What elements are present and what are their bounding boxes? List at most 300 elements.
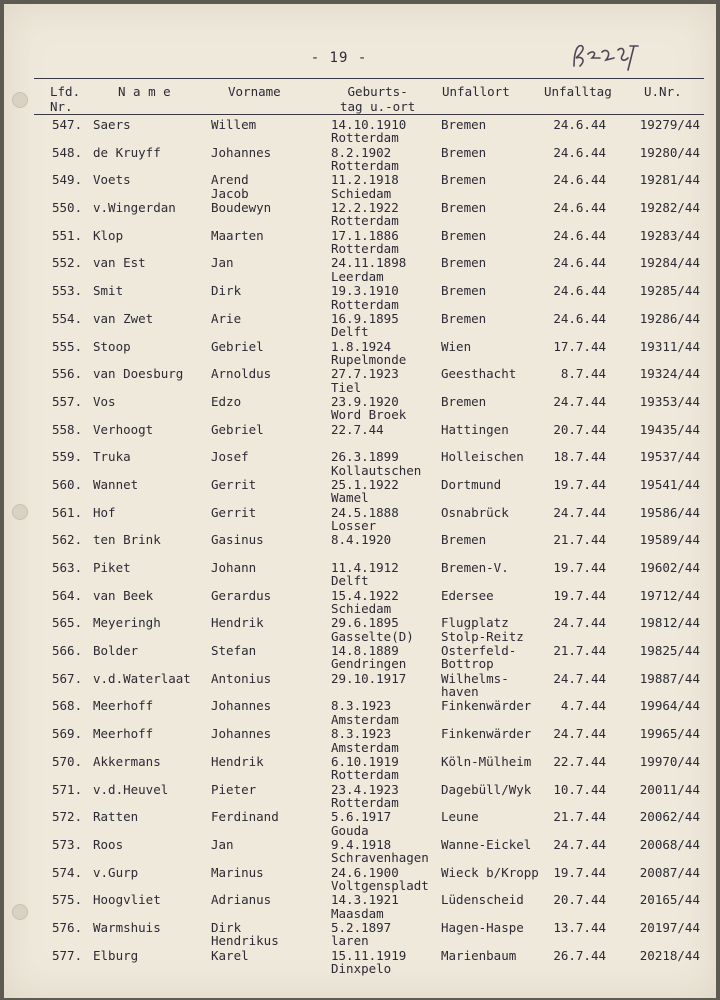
case-number <box>608 893 700 906</box>
surname-name: Hof <box>93 504 116 520</box>
surname-name: Meyeringh <box>93 615 161 631</box>
entry-number-nr: 574. <box>52 864 83 880</box>
entry-number-nr: 557. <box>52 393 83 409</box>
surname <box>93 533 211 546</box>
birth-date-place-gebtag: 8.2.1902 <box>331 144 392 160</box>
birth-date-place-gebort: Losser <box>331 518 377 534</box>
entry-number-nr: 572. <box>52 809 83 825</box>
accident-date-unfalltag: 24.7.44 <box>553 670 606 686</box>
birth-date-place <box>331 893 441 920</box>
case-number <box>608 838 700 851</box>
accident-date <box>540 893 606 906</box>
surname-name: Meerhoff <box>93 726 154 742</box>
first-name-vorname: Ferdinand <box>211 809 279 825</box>
table-row <box>4 144 716 172</box>
birth-date-place-gebort: Gasselte(D) <box>331 628 414 644</box>
case-number <box>608 949 700 962</box>
case-number-unr: 19279/44 <box>639 117 700 132</box>
birth-date-place <box>331 866 441 893</box>
accident-place-unfallort: Bremen <box>441 172 487 188</box>
surname-name: van Zwet <box>93 310 154 326</box>
accident-date-unfalltag: 8.7.44 <box>560 366 606 382</box>
accident-place-unfallort: Bremen <box>441 283 487 299</box>
accident-place-unfallort: Köln-Mülheim <box>441 753 532 769</box>
birth-date-place-gebtag: 6.10.1919 <box>331 753 399 769</box>
entry-number-nr: 566. <box>52 643 83 659</box>
surname <box>93 727 211 740</box>
birth-date-place <box>331 838 441 865</box>
accident-date <box>540 173 606 186</box>
surname <box>93 755 211 768</box>
case-number <box>608 589 700 602</box>
accident-place <box>441 201 553 214</box>
birth-date-place-gebort: Tiel <box>331 379 362 395</box>
birth-date-place-gebtag: 11.4.1912 <box>331 560 399 575</box>
surname-name: Warmshuis <box>93 919 161 935</box>
first-name-vorname: Boudewyn <box>211 200 272 216</box>
first-name <box>211 810 329 823</box>
case-number <box>608 173 700 186</box>
birth-date-place-gebtag: 26.3.1899 <box>331 449 399 465</box>
entry-number-nr: 554. <box>52 310 83 326</box>
entry-number <box>52 616 92 629</box>
table-row <box>4 254 716 282</box>
header-name: N a m e <box>118 84 171 99</box>
birth-date-place <box>331 478 441 505</box>
entry-number <box>52 478 92 491</box>
accident-place-unfallort: Marienbaum <box>441 947 517 963</box>
accident-date-unfalltag: 19.7.44 <box>553 560 606 575</box>
accident-place <box>441 755 553 768</box>
surname <box>93 810 211 823</box>
table-row <box>4 448 716 476</box>
birth-date-place <box>331 312 441 339</box>
first-name <box>211 146 329 159</box>
case-number-unr: 20197/44 <box>639 919 700 935</box>
first-name-vorname: Antonius <box>211 670 272 686</box>
entry-number <box>52 561 92 574</box>
case-number-unr: 19602/44 <box>639 560 700 575</box>
entry-number-nr: 564. <box>52 587 83 603</box>
birth-date-place-gebtag: 12.2.1922 <box>331 200 399 216</box>
accident-date-unfalltag: 24.6.44 <box>553 283 606 299</box>
birth-date-place <box>331 644 441 671</box>
accident-place-unfallort: Wien <box>441 338 472 354</box>
birth-date-place <box>331 810 441 837</box>
first-name-vorname: Stefan <box>211 643 257 659</box>
accident-date-unfalltag: 22.7.44 <box>553 753 606 769</box>
entry-number <box>52 533 92 546</box>
birth-date-place-gebort: Kollautschen <box>331 462 422 478</box>
surname-name: Hoogvliet <box>93 892 161 908</box>
accident-date <box>540 312 606 325</box>
birth-date-place-gebtag: 24.6.1900 <box>331 864 399 880</box>
birth-date-place-gebort: Schiedam <box>331 185 392 201</box>
birth-date-place <box>331 589 441 616</box>
surname <box>93 949 211 962</box>
first-name <box>211 284 329 297</box>
first-name <box>211 395 329 408</box>
accident-place <box>441 866 553 879</box>
accident-place-unfallort2: Bottrop <box>441 656 494 672</box>
birth-date-place-gebtag: 8.3.1923 <box>331 698 392 714</box>
accident-date-unfalltag: 13.7.44 <box>553 919 606 935</box>
accident-date <box>540 478 606 491</box>
table-row <box>4 504 716 532</box>
entry-number-nr: 552. <box>52 255 83 271</box>
accident-place-unfallort: Edersee <box>441 587 494 603</box>
case-number-unr: 20011/44 <box>639 781 700 797</box>
surname <box>93 367 211 380</box>
accident-place-unfallort: Bremen <box>441 227 487 243</box>
first-name <box>211 118 329 131</box>
entry-number-nr: 577. <box>52 947 83 963</box>
birth-date-place <box>331 506 441 533</box>
accident-date <box>540 810 606 823</box>
case-number <box>608 866 700 879</box>
accident-place-unfallort: Bremen <box>441 144 487 160</box>
header-unfalltag: Unfalltag <box>544 84 612 99</box>
first-name-vorname: Maarten <box>211 227 264 243</box>
entry-number-nr: 551. <box>52 227 83 243</box>
first-name <box>211 727 329 740</box>
case-number-unr: 19280/44 <box>639 144 700 160</box>
case-number <box>608 672 700 685</box>
accident-place-unfallort: Finkenwärder <box>441 698 532 714</box>
accident-place <box>441 727 553 740</box>
birth-date-place-gebtag: 14.3.1921 <box>331 892 399 908</box>
surname <box>93 256 211 269</box>
first-name-vorname: Edzo <box>211 393 242 409</box>
surname <box>93 589 211 602</box>
accident-place <box>441 589 553 602</box>
first-name-vorname: Arnoldus <box>211 366 272 382</box>
entry-number <box>52 395 92 408</box>
entry-number <box>52 866 92 879</box>
first-name <box>211 561 329 574</box>
accident-place-unfallort: Holleischen <box>441 449 524 465</box>
accident-place-unfallort: Wieck b/Kropp <box>441 864 539 880</box>
table-row <box>4 199 716 227</box>
case-number-unr: 20062/44 <box>639 809 700 825</box>
entry-number-nr: 569. <box>52 726 83 742</box>
header-unfallort: Unfallort <box>442 84 510 99</box>
birth-date-place <box>331 284 441 311</box>
accident-date <box>540 506 606 519</box>
first-name <box>211 616 329 629</box>
birth-date-place <box>331 699 441 726</box>
birth-date-place-gebtag: 16.9.1895 <box>331 310 399 326</box>
surname-name: de Kruyff <box>93 144 161 160</box>
table-row <box>4 642 716 670</box>
accident-date-unfalltag: 24.7.44 <box>553 836 606 852</box>
table-row <box>4 531 716 559</box>
first-name <box>211 699 329 712</box>
first-name-vorname: Jan <box>211 836 234 852</box>
accident-date-unfalltag: 24.6.44 <box>553 200 606 216</box>
accident-place <box>441 284 553 297</box>
accident-place <box>441 118 553 131</box>
birth-date-place-gebtag: 15.4.1922 <box>331 587 399 603</box>
birth-date-place-gebtag: 27.7.1923 <box>331 366 399 382</box>
first-name-vorname: Willem <box>211 117 257 132</box>
accident-date-unfalltag: 20.7.44 <box>553 892 606 908</box>
first-name-vorname: Johannes <box>211 726 272 742</box>
accident-place-unfallort: Bremen <box>441 200 487 216</box>
case-number-unr: 19541/44 <box>639 476 700 492</box>
first-name <box>211 450 329 463</box>
surname <box>93 229 211 242</box>
surname-name: van Doesburg <box>93 366 184 382</box>
table-row <box>4 781 716 809</box>
case-number-unr: 19812/44 <box>639 615 700 631</box>
table-row <box>4 808 716 836</box>
birth-date-place-gebtag: 23.4.1923 <box>331 781 399 797</box>
case-number <box>608 256 700 269</box>
entry-number-nr: 555. <box>52 338 83 354</box>
first-name-vorname: Karel <box>211 947 249 963</box>
accident-date-unfalltag: 24.6.44 <box>553 117 606 132</box>
entry-number-nr: 549. <box>52 172 83 188</box>
surname-name: Verhoogt <box>93 421 154 437</box>
accident-place <box>441 561 553 574</box>
table-row <box>4 476 716 504</box>
accident-place <box>441 423 553 436</box>
case-number <box>608 533 700 546</box>
surname-name: Truka <box>93 449 131 465</box>
accident-date <box>540 589 606 602</box>
entry-number-nr: 561. <box>52 504 83 520</box>
case-number-unr: 19324/44 <box>639 366 700 382</box>
birth-date-place-gebtag: 29.10.1917 <box>331 670 407 686</box>
entry-number <box>52 727 92 740</box>
surname <box>93 893 211 906</box>
birth-date-place-gebort: laren <box>331 933 369 949</box>
surname-name: Bolder <box>93 643 139 659</box>
birth-date-place-gebort: Rupelmonde <box>331 351 407 367</box>
accident-place-unfallort: Bremen <box>441 310 487 326</box>
entry-number <box>52 312 92 325</box>
first-name <box>211 921 329 948</box>
first-name-vorname2: Jacob <box>211 185 249 201</box>
birth-date-place-gebort: Gouda <box>331 822 369 838</box>
case-number <box>608 312 700 325</box>
birth-date-place <box>331 423 441 436</box>
surname <box>93 173 211 186</box>
case-number-unr: 19970/44 <box>639 753 700 769</box>
birth-date-place <box>331 616 441 643</box>
surname-name: v.Gurp <box>93 864 139 880</box>
birth-date-place <box>331 201 441 228</box>
surname-name: Akkermans <box>93 753 161 769</box>
entry-number-nr: 567. <box>52 670 83 686</box>
accident-place <box>441 450 553 463</box>
first-name <box>211 783 329 796</box>
accident-place-unfallort: Bremen <box>441 255 487 271</box>
birth-date-place-gebort: Wamel <box>331 490 369 506</box>
birth-date-place-gebort: Amsterdam <box>331 739 399 755</box>
surname-name: van Est <box>93 255 146 271</box>
birth-date-place-gebort: Schiedam <box>331 601 392 617</box>
entry-number <box>52 783 92 796</box>
first-name <box>211 312 329 325</box>
first-name-vorname2: Hendrikus <box>211 933 279 949</box>
table-row <box>4 171 716 199</box>
first-name <box>211 173 329 200</box>
surname <box>93 284 211 297</box>
table-row <box>4 587 716 615</box>
surname <box>93 838 211 851</box>
birth-date-place <box>331 256 441 283</box>
entry-number <box>52 672 92 685</box>
birth-date-place <box>331 173 441 200</box>
table-row <box>4 282 716 310</box>
accident-place-unfallort: Hattingen <box>441 421 509 437</box>
birth-date-place-gebtag: 22.7.44 <box>331 421 384 437</box>
entry-number <box>52 284 92 297</box>
accident-date-unfalltag: 20.7.44 <box>553 421 606 437</box>
accident-date-unfalltag: 24.6.44 <box>553 172 606 188</box>
entry-number <box>52 921 92 934</box>
surname-name: Stoop <box>93 338 131 354</box>
birth-date-place <box>331 783 441 810</box>
case-number-unr: 19435/44 <box>639 421 700 437</box>
accident-place <box>441 810 553 823</box>
accident-date <box>540 672 606 685</box>
entry-number <box>52 367 92 380</box>
accident-date <box>540 118 606 131</box>
accident-place-unfallort: Bremen <box>441 532 487 548</box>
surname <box>93 146 211 159</box>
case-number-unr: 20068/44 <box>639 836 700 852</box>
birth-date-place <box>331 672 441 685</box>
surname <box>93 616 211 629</box>
accident-date <box>540 755 606 768</box>
entry-number <box>52 229 92 242</box>
entry-number <box>52 838 92 851</box>
accident-date-unfalltag: 21.7.44 <box>553 532 606 548</box>
surname <box>93 699 211 712</box>
birth-date-place-gebtag: 11.2.1918 <box>331 172 399 188</box>
birth-date-place-gebort: Leerdam <box>331 268 384 284</box>
accident-date <box>540 838 606 851</box>
birth-date-place-gebort: Rotterdam <box>331 130 399 146</box>
first-name-vorname: Gerrit <box>211 504 257 520</box>
first-name <box>211 644 329 657</box>
birth-date-place-gebtag: 23.9.1920 <box>331 393 399 409</box>
first-name-vorname: Josef <box>211 449 249 465</box>
case-number <box>608 699 700 712</box>
entry-number <box>52 423 92 436</box>
case-number <box>608 395 700 408</box>
birth-date-place <box>331 755 441 782</box>
surname <box>93 866 211 879</box>
case-number <box>608 423 700 436</box>
accident-date-unfalltag: 24.7.44 <box>553 504 606 520</box>
first-name-vorname: Hendrik <box>211 753 264 769</box>
case-number <box>608 146 700 159</box>
surname <box>93 478 211 491</box>
entry-number <box>52 506 92 519</box>
accident-place <box>441 229 553 242</box>
surname <box>93 340 211 353</box>
birth-date-place <box>331 450 441 477</box>
birth-date-place <box>331 146 441 173</box>
entry-number-nr: 576. <box>52 919 83 935</box>
accident-place-unfallort: Bremen-V. <box>441 560 509 575</box>
birth-date-place-gebort: Word Broek <box>331 407 407 423</box>
case-number-unr: 19282/44 <box>639 200 700 216</box>
entry-number-nr: 547. <box>52 117 83 132</box>
accident-place-unfallort2: haven <box>441 684 479 700</box>
case-number <box>608 118 700 131</box>
accident-place-unfallort: Leune <box>441 809 479 825</box>
register-table <box>4 116 716 977</box>
case-number <box>608 450 700 463</box>
first-name-vorname: Gerrit <box>211 476 257 492</box>
surname-name: Wannet <box>93 476 139 492</box>
first-name <box>211 340 329 353</box>
accident-place <box>441 672 553 699</box>
first-name <box>211 672 329 685</box>
surname <box>93 644 211 657</box>
case-number-unr: 19964/44 <box>639 698 700 714</box>
surname-name: Ratten <box>93 809 139 825</box>
surname <box>93 395 211 408</box>
birth-date-place <box>331 229 441 256</box>
punch-hole <box>12 92 28 108</box>
first-name <box>211 589 329 602</box>
first-name <box>211 949 329 962</box>
entry-number-nr: 565. <box>52 615 83 631</box>
surname-name: van Beek <box>93 587 154 603</box>
case-number-unr: 19586/44 <box>639 504 700 520</box>
surname <box>93 561 211 574</box>
case-number-unr: 20165/44 <box>639 892 700 908</box>
birth-date-place-gebort: Rotterdam <box>331 794 399 810</box>
case-number <box>608 616 700 629</box>
entry-number <box>52 949 92 962</box>
surname-name: Voets <box>93 172 131 188</box>
birth-date-place-gebort: Gendringen <box>331 656 407 672</box>
accident-place <box>441 367 553 380</box>
entry-number <box>52 893 92 906</box>
header-geburtstag-ort: Geburts- tag u.-ort <box>340 84 416 114</box>
first-name <box>211 201 329 214</box>
birth-date-place-gebtag: 24.11.1898 <box>331 255 407 271</box>
case-number <box>608 367 700 380</box>
first-name <box>211 423 329 436</box>
surname-name: Piket <box>93 560 131 575</box>
accident-place <box>441 644 553 671</box>
accident-date-unfalltag: 24.6.44 <box>553 255 606 271</box>
birth-date-place <box>331 949 441 976</box>
accident-place-unfallort: Osterfeld- <box>441 643 517 659</box>
case-number <box>608 340 700 353</box>
accident-date <box>540 229 606 242</box>
case-number-unr: 19537/44 <box>639 449 700 465</box>
first-name-vorname: Johannes <box>211 698 272 714</box>
entry-number <box>52 146 92 159</box>
surname-name: Vos <box>93 393 116 409</box>
accident-date-unfalltag: 24.6.44 <box>553 310 606 326</box>
case-number <box>608 921 700 934</box>
entry-number-nr: 558. <box>52 421 83 437</box>
accident-date-unfalltag: 21.7.44 <box>553 809 606 825</box>
surname <box>93 312 211 325</box>
first-name-vorname: Gasinus <box>211 532 264 548</box>
surname <box>93 423 211 436</box>
